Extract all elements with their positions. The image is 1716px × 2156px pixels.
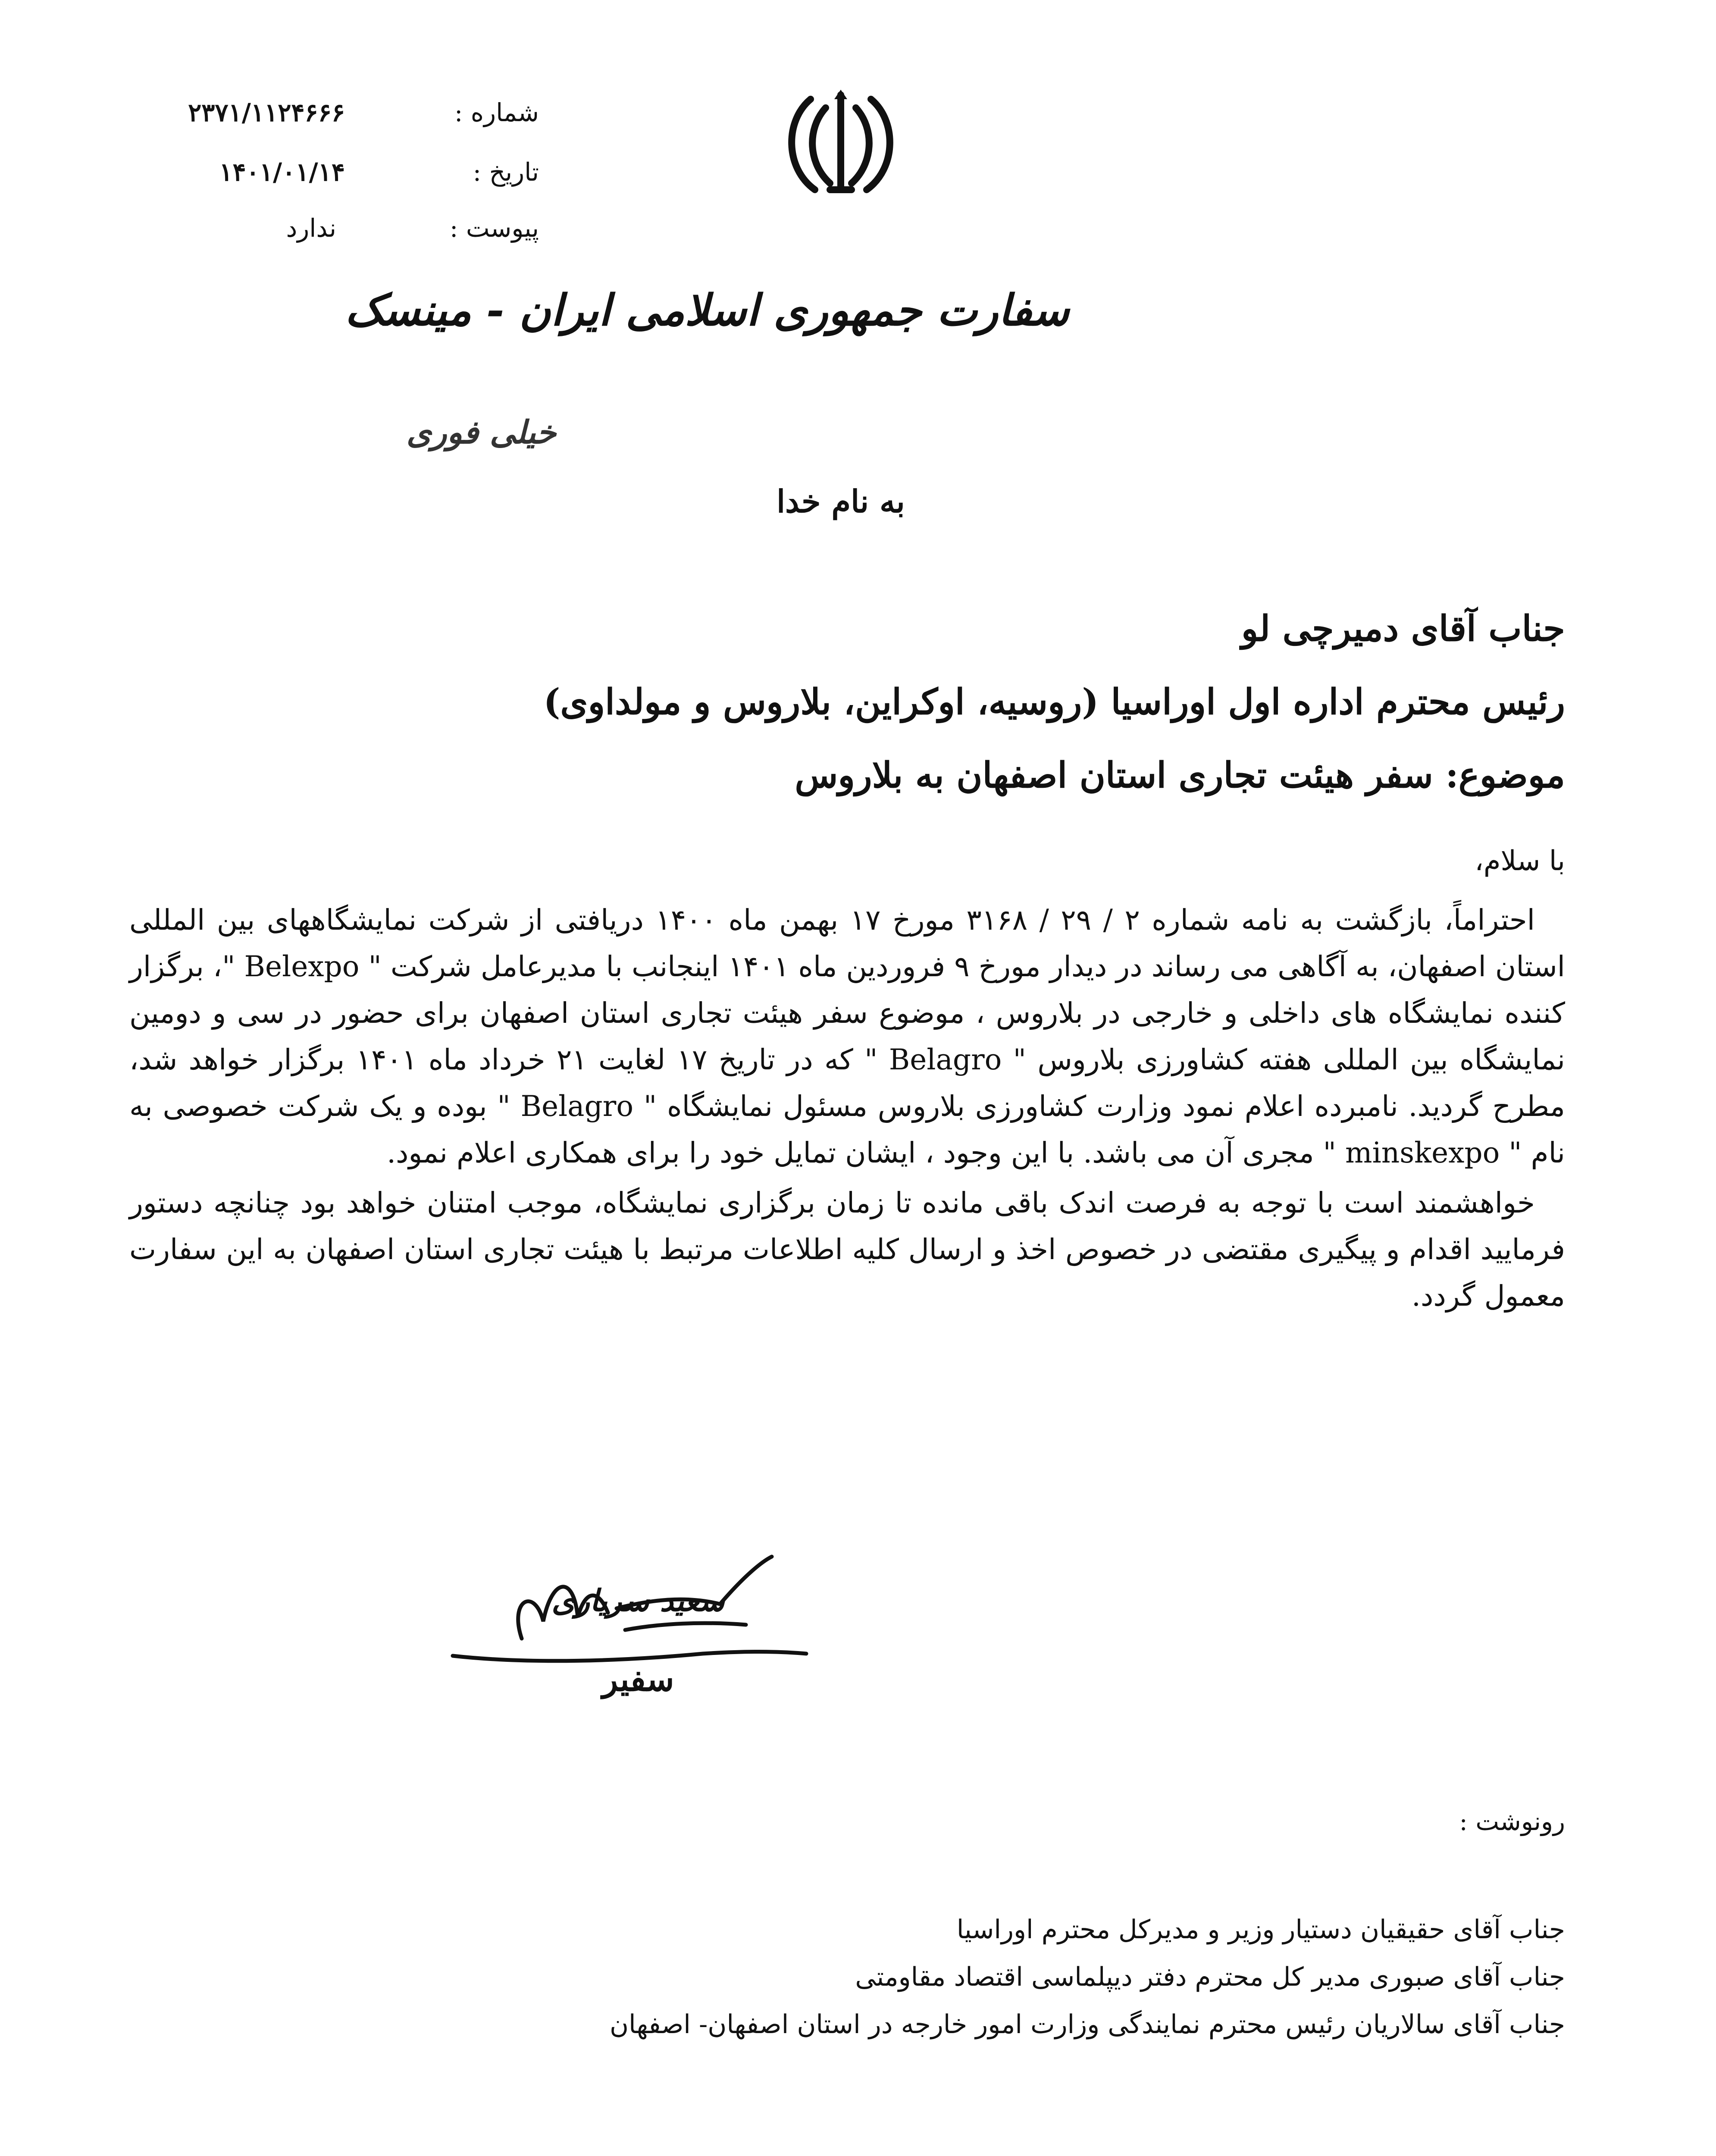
cc-item: جناب آقای سالاریان رئیس محترم نمایندگی وزارت امور خارجه در استان اصفهان- اصفهان <box>609 2009 1565 2040</box>
attachment-label: پیوست : <box>449 213 539 243</box>
iran-emblem-icon <box>780 82 901 203</box>
priority-label: خیلی فوری <box>406 414 556 451</box>
cc-item: جناب آقای حقیقیان دستیار وزیر و مدیرکل محترم اوراسیا <box>956 1915 1565 1945</box>
cc-label: رونوشت : <box>1459 1807 1565 1836</box>
body-paragraph-2: خواهشمند است با توجه به فرصت اندک باقی مانده تا زمان برگزاری نمایشگاه، موجب امتنان خواهد بود چنانچه دستور فرمایید اقدام و پیگیری مقتضی در خصوص اخذ و ارسال کلیه اطلاعات مرتبط با هیئت تجاری استان اصفهان به این سفارت معمول گردد. <box>129 1186 1565 1313</box>
attachment-value: ندارد <box>286 213 336 243</box>
letter-number: ۲۳۷۱/۱۱۲۴۶۶۶ <box>188 98 345 127</box>
letter-body <box>129 897 1565 1319</box>
signatory-title: سفیر <box>602 1660 674 1698</box>
body-paragraph-1: احتراماً، بازگشت به نامه شماره ۲ / ۲۹ / ۳۱۶۸ مورخ ۱۷ بهمن ماه ۱۴۰۰ دریافتی از شرکت نمایشگاههای بین المللی استان اصفهان، به آگاهی می رساند در دیدار مورخ ۹ فروردین ماه ۱۴۰۱ اینجانب با مدیرعامل شرکت " Belexpo "، برگزار کننده نمایشگاه های داخلی و خارجی در بلاروس ، موضوع سفر هیئت تجاری استان اصفهان برای حضور در سی و دومین نمایشگاه بین المللی هفته کشاورزی بلاروس " Belagro " که در تاریخ ۱۷ لغایت ۲۱ خرداد ماه ۱۴۰۱ برگزار خواهد شد، مطرح گردید. نامبرده اعلام نمود وزارت کشاورزی بلاروس مسئول نمایشگاه " Belagro " بوده و یک شرکت خصوصی به نام " minskexpo " مجری آن می باشد. با این وجود ، ایشان تمایل خود را برای همکاری اعلام نمود. <box>129 903 1566 1169</box>
number-label: شماره : <box>454 98 539 127</box>
embassy-name: سفارت جمهوری اسلامی ایران - مینسک <box>345 285 1069 335</box>
letter-subject: موضوع: سفر هیئت تجاری استان اصفهان به بلاروس <box>795 755 1565 796</box>
greeting: با سلام، <box>1475 845 1565 877</box>
recipient-title: رئیس محترم اداره اول اوراسیا (روسیه، اوکراین، بلاروس و مولداوی) <box>543 681 1565 723</box>
bismillah-heading: به نام خدا <box>777 483 905 520</box>
recipient-name: جناب آقای دمیرچی لو <box>1241 608 1565 649</box>
cc-list <box>561 1906 1565 2048</box>
cc-item: جناب آقای صبوری مدیر کل محترم دفتر دیپلماسی اقتصاد مقاومتی <box>855 1962 1565 1992</box>
letter-date: ۱۴۰۱/۰۱/۱۴ <box>219 157 345 187</box>
signed-name: سعید سریاری <box>551 1583 725 1618</box>
date-label: تاریخ : <box>473 157 539 187</box>
